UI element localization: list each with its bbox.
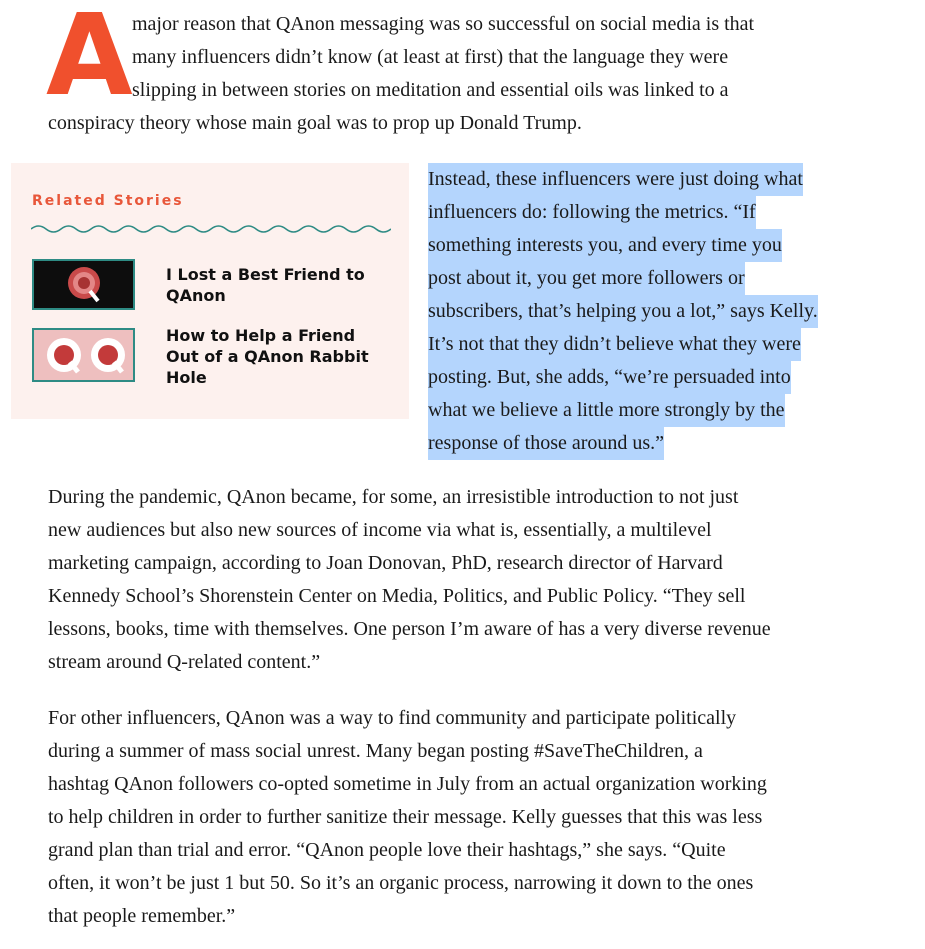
drop-cap: A: [46, 0, 131, 121]
paragraph-line: For other influencers, QAnon was a way to find community and participate politically: [48, 707, 737, 729]
highlighted-line: post about it, you get more followers or: [428, 262, 745, 295]
paragraph-line: lessons, books, time with themselves. One person I’m aware of has a very diverse revenue: [48, 618, 771, 640]
highlighted-line: response of those around us.”: [428, 427, 664, 460]
highlighted-paragraph: [428, 163, 868, 460]
highlighted-line: It’s not that they didn’t believe what they were: [428, 328, 801, 361]
paragraph-line: hashtag QAnon followers co-opted sometime in July from an actual organization working: [48, 773, 767, 795]
intro-line: many influencers didn’t know (at least at first) that the language they were: [132, 46, 729, 68]
highlighted-line: influencers do: following the metrics. “If: [428, 196, 756, 229]
story-thumbnail[interactable]: [32, 259, 135, 310]
story-title-line[interactable]: Out of a QAnon Rabbit: [166, 347, 369, 366]
paragraph-line: to help children in order to further sanitize their message. Kelly guesses that this was less: [48, 806, 763, 828]
story-thumbnail[interactable]: [32, 328, 135, 382]
highlighted-line: Instead, these influencers were just doing what: [428, 163, 803, 196]
story-title[interactable]: [166, 325, 396, 388]
story-title[interactable]: [166, 264, 396, 306]
intro-line: major reason that QAnon messaging was so successful on social media is that: [132, 13, 755, 35]
highlighted-line: something interests you, and every time you: [428, 229, 782, 262]
paragraph-line: that people remember.”: [48, 905, 236, 927]
intro-paragraph: [46, 0, 898, 140]
paragraph-line: new audiences but also new sources of income via what is, essentially, a multilevel: [48, 519, 712, 541]
pandemic-paragraph: [48, 481, 898, 679]
story-title-line[interactable]: How to Help a Friend: [166, 326, 356, 345]
paragraph-line: Kennedy School’s Shorenstein Center on Media, Politics, and Public Policy. “They sell: [48, 585, 746, 607]
story-title-line[interactable]: I Lost a Best Friend to: [166, 265, 365, 284]
highlighted-line: subscribers, that’s helping you a lot,” says Kelly.: [428, 295, 818, 328]
story-title-line[interactable]: QAnon: [166, 286, 226, 305]
paragraph-line: often, it won’t be just 1 but 50. So it’s an organic process, narrowing it down to the ones: [48, 872, 754, 894]
community-paragraph: [48, 702, 898, 933]
paragraph-line: marketing campaign, according to Joan Donovan, PhD, research director of Harvard: [48, 552, 723, 574]
paragraph-line: stream around Q-related content.”: [48, 651, 321, 673]
intro-line: conspiracy theory whose main goal was to prop up Donald Trump.: [48, 112, 582, 134]
highlighted-line: posting. But, she adds, “we’re persuaded into: [428, 361, 791, 394]
paragraph-line: during a summer of mass social unrest. Many began posting #SaveTheChildren, a: [48, 740, 703, 762]
qq-letters-image: [34, 330, 133, 380]
story-title-line[interactable]: Hole: [166, 368, 207, 387]
related-stories-heading: Related Stories: [32, 193, 184, 209]
paragraph-line: During the pandemic, QAnon became, for some, an irresistible introduction to not just: [48, 486, 739, 508]
wavy-divider: [31, 223, 391, 235]
related-stories-box: [11, 163, 409, 419]
qanon-q-image: [34, 261, 133, 308]
highlighted-line: what we believe a little more strongly by the: [428, 394, 785, 427]
intro-line: slipping in between stories on meditation and essential oils was linked to a: [132, 79, 729, 101]
paragraph-line: grand plan than trial and error. “QAnon people love their hashtags,” she says. “Quite: [48, 839, 726, 861]
